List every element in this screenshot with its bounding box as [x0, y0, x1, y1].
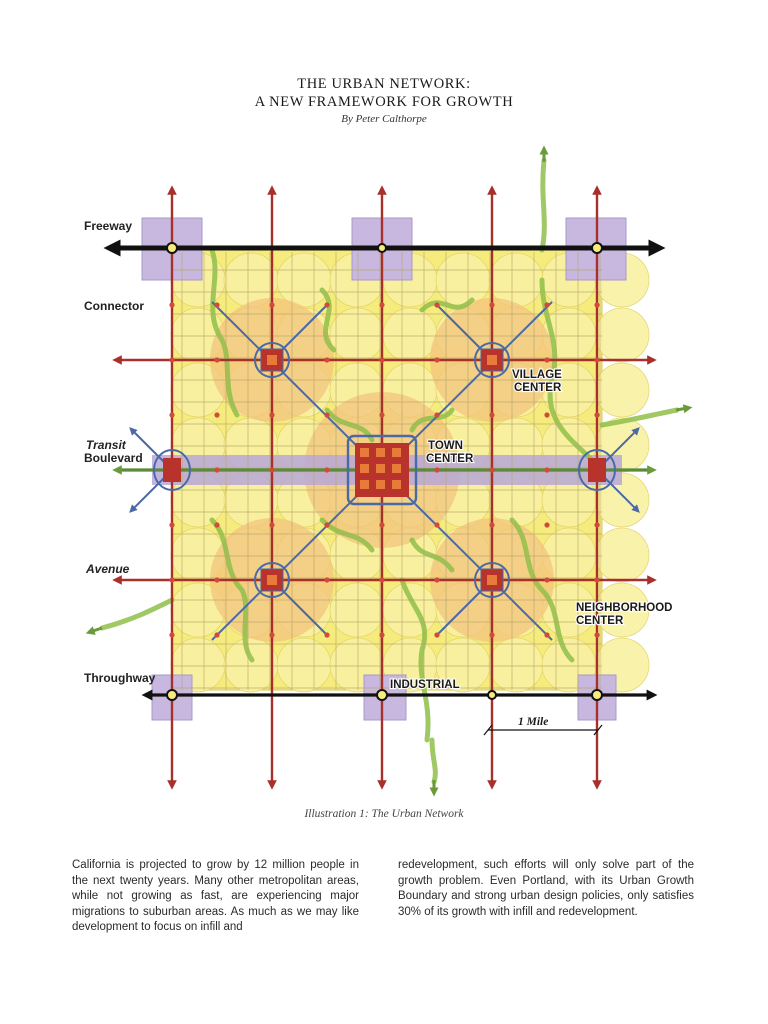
node-dot [269, 467, 274, 472]
node-dot [379, 632, 384, 637]
node-dot [379, 577, 384, 582]
node-dot [594, 412, 599, 417]
node-dot [324, 577, 329, 582]
node-dot [169, 357, 174, 362]
node-dot [324, 302, 329, 307]
node-dot [489, 302, 494, 307]
node-dot [434, 577, 439, 582]
node-dot [434, 467, 439, 472]
node-dot [214, 577, 219, 582]
node-dot [434, 357, 439, 362]
label-town-1: TOWN [428, 440, 463, 452]
node-dot [214, 412, 219, 417]
label-transit: Transit [86, 438, 126, 452]
urban-network-illustration [72, 140, 696, 800]
node-dot [434, 632, 439, 637]
node-dot [489, 467, 494, 472]
node-dot [594, 632, 599, 637]
node-dot [324, 522, 329, 527]
bubble [330, 583, 384, 637]
bubble [383, 308, 437, 362]
bubble [277, 638, 331, 692]
bubble [595, 308, 649, 362]
label-town-2: CENTER [426, 453, 474, 465]
node-dot [169, 632, 174, 637]
bubble [383, 583, 437, 637]
node-dot [489, 412, 494, 417]
label-scale: 1 Mile [518, 716, 549, 728]
body-column-1: California is projected to grow by 12 million people in the next twenty years. Many other metropolitan areas, while not growing as fast, are experiencing major migrations to suburban areas. As much as we may like development to focus on infill and [72, 859, 359, 934]
node-dot [594, 357, 599, 362]
node-dot [544, 302, 549, 307]
label-avenue: Avenue [86, 562, 130, 576]
node-dot [169, 577, 174, 582]
node-dot [489, 522, 494, 527]
label-freeway: Freeway [84, 219, 133, 233]
node-dot [434, 522, 439, 527]
node-dot [324, 632, 329, 637]
node-dot [169, 302, 174, 307]
label-connector: Connector [84, 299, 144, 313]
node-dot [169, 522, 174, 527]
node-dot [214, 357, 219, 362]
node-dot [379, 302, 384, 307]
figure-caption: Illustration 1: The Urban Network [304, 808, 464, 820]
node-dot [594, 522, 599, 527]
node-dot [544, 357, 549, 362]
node-dot [214, 522, 219, 527]
node-dot [169, 412, 174, 417]
label-throughway: Throughway [84, 671, 156, 685]
node-dot [489, 632, 494, 637]
node-dot [214, 632, 219, 637]
node-dot [269, 302, 274, 307]
node-dot [434, 302, 439, 307]
title-line-2: A NEW FRAMEWORK FOR GROWTH [254, 94, 514, 110]
node-dot [269, 522, 274, 527]
bubble [595, 528, 649, 582]
bubble [330, 308, 384, 362]
body-column-2: redevelopment, such efforts will only solve part of the growth problem. Even Portland, with its Urban Growth Boundary and strong urban design policies, only satisfies 30% of its growth with infill and redevelopment. [398, 859, 694, 918]
bubble [277, 253, 331, 307]
node-dot [269, 412, 274, 417]
node-dot [544, 412, 549, 417]
node-dot [269, 632, 274, 637]
node-dot [324, 412, 329, 417]
node-dot [544, 467, 549, 472]
node-dot [379, 412, 384, 417]
node-dot [379, 357, 384, 362]
node-dot [544, 632, 549, 637]
node-dot [594, 302, 599, 307]
byline: By Peter Calthorpe [341, 113, 427, 125]
node-dot [434, 412, 439, 417]
label-industrial: INDUSTRIAL [390, 679, 460, 691]
label-village-1: VILLAGE [512, 369, 562, 381]
node-dot [594, 577, 599, 582]
node-dot [544, 522, 549, 527]
title-line-1: THE URBAN NETWORK: [297, 76, 471, 92]
label-neighborhood-1: NEIGHBORHOOD [576, 602, 673, 614]
node-dot [214, 302, 219, 307]
node-dot [324, 467, 329, 472]
node-dot [214, 467, 219, 472]
bubble [489, 638, 543, 692]
bubble [595, 363, 649, 417]
label-boulevard: Boulevard [84, 451, 143, 465]
town-center [348, 436, 416, 504]
node-dot [544, 577, 549, 582]
node-dot [324, 357, 329, 362]
node-dot [379, 522, 384, 527]
label-village-2: CENTER [514, 382, 562, 394]
label-neighborhood-2: CENTER [576, 615, 624, 627]
